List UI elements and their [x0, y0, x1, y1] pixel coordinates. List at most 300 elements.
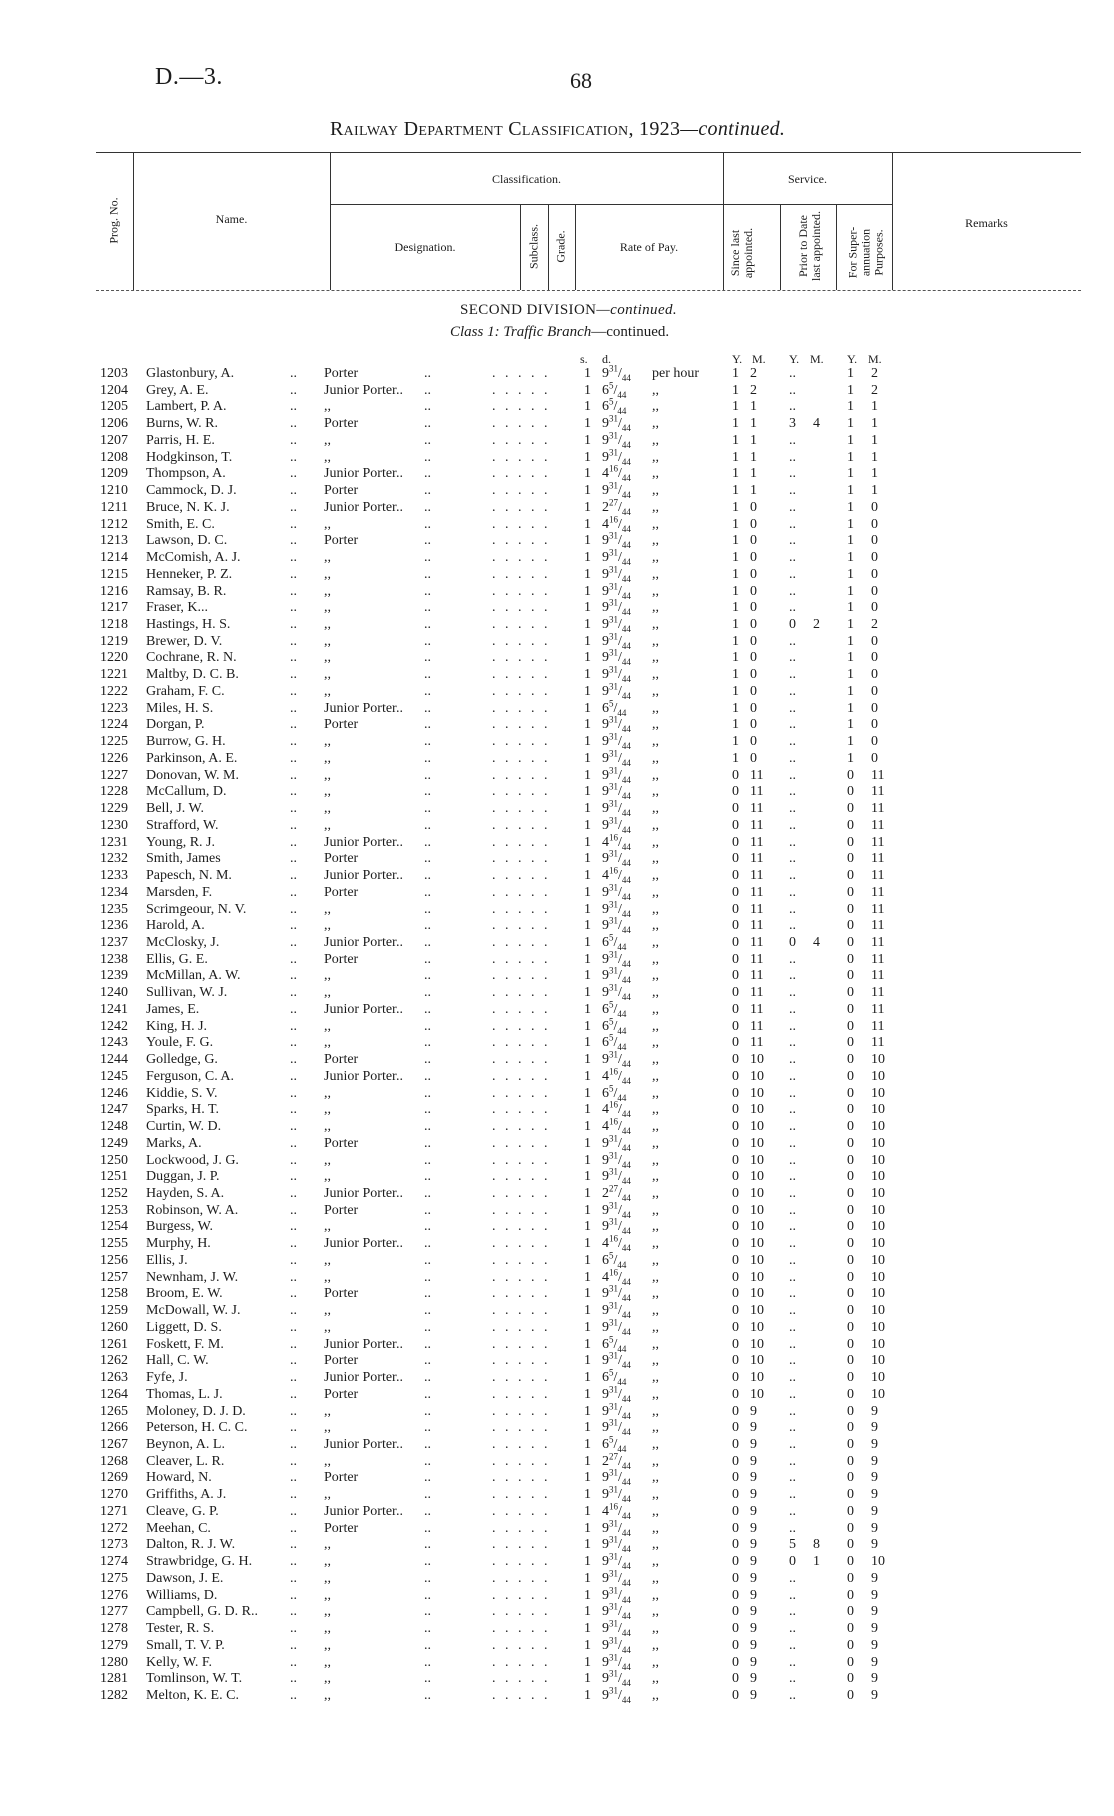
leader-dots: . . . . . [492, 683, 551, 699]
super-months: 9 [871, 1420, 878, 1436]
leader-dots: . . . . . [492, 1671, 551, 1687]
pay-unit: ,, [652, 1570, 659, 1586]
leader-dots: . . . . . [492, 1319, 551, 1335]
pay-unit: ,, [652, 1386, 659, 1402]
prog-number: 1243 [100, 1035, 128, 1051]
since-months: 9 [750, 1604, 757, 1620]
leader-dots: .. [424, 633, 431, 649]
employee-name: Murphy, H. [146, 1236, 211, 1252]
leader-dots: .. [424, 1470, 431, 1486]
pay-pence: $9^{31}/_{44}$ [602, 1668, 631, 1689]
pay-unit: ,, [652, 1403, 659, 1419]
leader-dots: .. [424, 1587, 431, 1603]
since-years: 0 [732, 1587, 739, 1603]
pay-pence: $9^{31}/_{44}$ [602, 1618, 631, 1638]
since-years: 0 [732, 1503, 739, 1519]
employee-name: Smith, James [146, 851, 221, 867]
pay-pence: $6^5/_{44}$ [602, 396, 627, 417]
leader-dots: . . . . . [492, 1286, 551, 1302]
prior-years: .. [789, 1487, 796, 1503]
pay-shillings: 1 [584, 1319, 591, 1335]
prog-number: 1206 [100, 416, 128, 432]
employee-name: Strafford, W. [146, 817, 219, 833]
since-months: 0 [750, 683, 757, 699]
employee-name: McClosky, J. [146, 934, 220, 950]
super-months: 0 [871, 583, 878, 599]
super-months: 0 [871, 516, 878, 532]
super-years: 0 [847, 1353, 854, 1369]
super-months: 9 [871, 1403, 878, 1419]
table-row [0, 1233, 1114, 1253]
designation: Junior Porter.. [324, 934, 403, 950]
super-years: 0 [847, 918, 854, 934]
pay-unit: ,, [652, 1453, 659, 1469]
prog-number: 1249 [100, 1135, 128, 1151]
prog-number: 1226 [100, 750, 128, 766]
since-months: 10 [750, 1236, 764, 1252]
employee-name: Scrimgeour, N. V. [146, 901, 247, 917]
pay-shillings: 1 [584, 1068, 591, 1084]
super-years: 0 [847, 968, 854, 984]
super-months: 10 [871, 1286, 885, 1302]
since-months: 11 [750, 985, 764, 1001]
super-months: 0 [871, 734, 878, 750]
pay-pence: $9^{31}/_{44}$ [602, 1685, 631, 1705]
prior-years: .. [789, 1453, 796, 1469]
pay-unit: ,, [652, 566, 659, 582]
pay-shillings: 1 [584, 801, 591, 817]
pay-unit: ,, [652, 1236, 659, 1252]
pay-pence: $9^{31}/_{44}$ [602, 1551, 631, 1571]
pay-shillings: 1 [584, 717, 591, 733]
leader-dots: .. [290, 1269, 297, 1285]
table-row [0, 781, 1114, 802]
since-years: 0 [732, 1671, 739, 1687]
pay-unit: ,, [652, 1604, 659, 1620]
leader-dots: . . . . . [492, 466, 551, 482]
employee-name: Foskett, F. M. [146, 1336, 224, 1352]
since-years: 0 [732, 1386, 739, 1402]
leader-dots: .. [290, 1654, 297, 1670]
since-years: 0 [732, 1152, 739, 1168]
leader-dots: . . . . . [492, 566, 551, 582]
since-years: 0 [732, 1119, 739, 1135]
since-years: 0 [732, 1570, 739, 1586]
super-months: 2 [871, 617, 878, 633]
employee-name: Campbell, G. D. R.. [146, 1604, 258, 1620]
prior-years: .. [789, 1303, 796, 1319]
super-years: 0 [847, 1537, 854, 1553]
leader-dots: .. [290, 650, 297, 666]
pay-pence: $9^{31}/_{44}$ [602, 564, 631, 584]
pay-pence: $9^{31}/_{44}$ [602, 882, 631, 902]
leader-dots: .. [424, 399, 431, 415]
leader-dots: .. [424, 1185, 431, 1201]
pay-unit: ,, [652, 1185, 659, 1201]
leader-dots: . . . . . [492, 1587, 551, 1603]
super-years: 0 [847, 1303, 854, 1319]
pay-unit: ,, [652, 934, 659, 950]
table-row [0, 1300, 1114, 1320]
prog-number: 1268 [100, 1453, 128, 1469]
table-row [0, 915, 1114, 936]
leader-dots: .. [290, 1336, 297, 1352]
since-years: 0 [732, 1001, 739, 1017]
leader-dots: .. [290, 868, 297, 884]
since-months: 10 [750, 1152, 764, 1168]
since-months: 0 [750, 667, 757, 683]
employee-name: Ramsay, B. R. [146, 583, 227, 599]
leader-dots: .. [424, 600, 431, 616]
class-heading [450, 324, 669, 341]
table-row [0, 982, 1114, 1002]
since-years: 0 [732, 1219, 739, 1235]
leader-dots: .. [290, 617, 297, 633]
pay-unit: ,, [652, 1671, 659, 1687]
table-row [0, 1484, 1114, 1504]
prior-years: .. [789, 700, 796, 716]
leader-dots: . . . . . [492, 1252, 551, 1268]
pay-shillings: 1 [584, 1554, 591, 1570]
table-row [0, 748, 1114, 768]
since-months: 11 [750, 1035, 764, 1051]
pay-unit: ,, [652, 1554, 659, 1570]
pay-pence: $9^{31}/_{44}$ [602, 1317, 631, 1337]
leader-dots: .. [290, 1403, 297, 1419]
super-months: 9 [871, 1487, 878, 1503]
leader-dots: . . . . . [492, 1152, 551, 1168]
since-months: 10 [750, 1085, 764, 1101]
table-row [0, 1149, 1114, 1170]
since-months: 10 [750, 1353, 764, 1369]
super-months: 10 [871, 1554, 885, 1570]
leader-dots: . . . . . [492, 985, 551, 1001]
table-row [0, 1283, 1114, 1304]
leader-dots: .. [424, 784, 431, 800]
table-row [0, 882, 1114, 902]
leader-dots: .. [424, 667, 431, 683]
since-months: 0 [750, 583, 757, 599]
super-months: 10 [871, 1219, 885, 1235]
designation: ,, [324, 1453, 331, 1469]
pay-shillings: 1 [584, 432, 591, 448]
table-row [0, 1417, 1114, 1438]
leader-dots: .. [424, 1001, 431, 1017]
designation: Porter [324, 1135, 359, 1151]
designation-header: Designation. [394, 240, 456, 254]
pay-unit: ,, [652, 868, 659, 884]
pay-shillings: 1 [584, 734, 591, 750]
super-months: 11 [871, 834, 885, 850]
super-years: 0 [847, 1587, 854, 1603]
super-months: 1 [871, 483, 878, 499]
pay-pence: $9^{31}/_{44}$ [602, 647, 631, 668]
super-years: 0 [847, 1001, 854, 1017]
pay-pence: $9^{31}/_{44}$ [602, 1049, 631, 1069]
designation: ,, [324, 1554, 331, 1570]
super-years: 1 [847, 366, 854, 381]
pay-unit: ,, [652, 700, 659, 716]
division-name: SECOND DIVISION [460, 302, 597, 318]
prog-number: 1280 [100, 1654, 128, 1670]
prog-number: 1219 [100, 633, 128, 649]
leader-dots: . . . . . [492, 868, 551, 884]
leader-dots: .. [290, 583, 297, 599]
leader-dots: .. [290, 884, 297, 900]
pay-shillings: 1 [584, 1236, 591, 1252]
super-months: 10 [871, 1252, 885, 1268]
pay-unit: ,, [652, 801, 659, 817]
leader-dots: .. [424, 1503, 431, 1519]
prior-years: .. [789, 1386, 796, 1402]
employee-name: Thompson, A. [146, 466, 226, 482]
leader-dots: .. [424, 382, 431, 398]
pay-pence: $4^{16}/_{44}$ [602, 1233, 631, 1253]
leader-dots: . . . . . [492, 851, 551, 867]
since-years: 1 [732, 667, 739, 683]
table-row [0, 1451, 1114, 1471]
table-row [0, 1317, 1114, 1337]
table-row [0, 1635, 1114, 1655]
super-months: 11 [871, 767, 885, 783]
leader-dots: .. [290, 1370, 297, 1386]
pay-shillings: 1 [584, 1085, 591, 1101]
leader-dots: .. [424, 1068, 431, 1084]
since-years: 0 [732, 1052, 739, 1068]
pay-shillings: 1 [584, 667, 591, 683]
leader-dots: .. [424, 617, 431, 633]
table-row [0, 363, 1114, 383]
employee-name: Beynon, A. L. [146, 1437, 225, 1452]
super-months: 10 [871, 1236, 885, 1252]
pay-unit: ,, [652, 633, 659, 649]
table-row [0, 999, 1114, 1019]
table-row [0, 1333, 1114, 1354]
since-months: 1 [750, 466, 757, 482]
since-years: 0 [732, 1319, 739, 1335]
leader-dots: .. [290, 801, 297, 817]
leader-dots: . . . . . [492, 550, 551, 566]
prog-number: 1255 [100, 1236, 128, 1252]
prog-number: 1220 [100, 650, 128, 666]
super-years: 0 [847, 1386, 854, 1402]
prior-years: .. [789, 1169, 796, 1185]
prior-years: .. [789, 499, 796, 515]
prog-number: 1218 [100, 617, 128, 633]
leader-dots: .. [424, 416, 431, 432]
leader-dots: . . . . . [492, 1654, 551, 1670]
super-months: 11 [871, 851, 885, 867]
designation: ,, [324, 918, 331, 934]
pay-unit: ,, [652, 1654, 659, 1670]
since-months: 0 [750, 633, 757, 649]
leader-dots: . . . . . [492, 617, 551, 633]
pay-shillings: 1 [584, 1303, 591, 1319]
leader-dots: . . . . . [492, 416, 551, 432]
table-row [0, 1434, 1114, 1454]
super-years: 1 [847, 734, 854, 750]
leader-dots: .. [290, 1319, 297, 1335]
super-years: 0 [847, 1202, 854, 1218]
prog-number: 1214 [100, 550, 128, 566]
designation: ,, [324, 767, 331, 783]
prior-years: .. [789, 1654, 796, 1670]
since-years: 0 [732, 1688, 739, 1704]
leader-dots: .. [424, 1286, 431, 1302]
pay-shillings: 1 [584, 382, 591, 398]
since-months: 9 [750, 1587, 757, 1603]
super-months: 11 [871, 868, 885, 884]
prog-number: 1228 [100, 784, 128, 800]
since-years: 1 [732, 683, 739, 699]
prior-years: 5 [789, 1537, 796, 1553]
pay-shillings: 1 [584, 851, 591, 867]
prog-number: 1222 [100, 683, 128, 699]
super-years: 0 [847, 1403, 854, 1419]
leader-dots: .. [424, 1085, 431, 1101]
leader-dots: .. [424, 1570, 431, 1586]
designation: ,, [324, 985, 331, 1001]
pay-pence: $9^{31}/_{44}$ [602, 1584, 631, 1605]
pay-shillings: 1 [584, 834, 591, 850]
prog-number: 1248 [100, 1119, 128, 1135]
prior-years: .. [789, 1319, 796, 1335]
leader-dots: .. [290, 366, 297, 381]
designation: ,, [324, 901, 331, 917]
leader-dots: . . . . . [492, 784, 551, 800]
prior-years: .. [789, 1085, 796, 1101]
super-years: 0 [847, 1169, 854, 1185]
since-years: 0 [732, 767, 739, 783]
super-months: 11 [871, 951, 885, 967]
pay-shillings: 1 [584, 951, 591, 967]
employee-name: Newnham, J. W. [146, 1269, 239, 1285]
title-continued: —continued. [680, 118, 786, 140]
leader-dots: . . . . . [492, 1018, 551, 1034]
prior-years: .. [789, 1202, 796, 1218]
super-years: 1 [847, 516, 854, 532]
pay-unit: ,, [652, 382, 659, 398]
prior-years: .. [789, 851, 796, 867]
table-row [0, 530, 1114, 551]
since-years: 0 [732, 1621, 739, 1637]
super-months: 0 [871, 633, 878, 649]
table-row [0, 865, 1114, 885]
leader-dots: .. [290, 1236, 297, 1252]
since-years: 0 [732, 934, 739, 950]
employee-name: Parkinson, A. E. [146, 750, 238, 766]
prior-years: .. [789, 767, 796, 783]
pay-unit: ,, [652, 750, 659, 766]
since-years: 1 [732, 734, 739, 750]
super-months: 9 [871, 1688, 878, 1704]
prior-years: .. [789, 483, 796, 499]
remarks-header: Remarks [965, 216, 1008, 230]
leader-dots: . . . . . [492, 633, 551, 649]
prog-number: 1209 [100, 466, 128, 482]
since-months: 0 [750, 700, 757, 716]
leader-dots: .. [290, 1152, 297, 1168]
super-years-subhead: Y. [847, 352, 858, 366]
super-years: 0 [847, 1420, 854, 1436]
pay-unit: ,, [652, 583, 659, 599]
prior-years: .. [789, 1621, 796, 1637]
designation: ,, [324, 650, 331, 666]
leader-dots: .. [290, 734, 297, 750]
prior-years: .. [789, 884, 796, 900]
designation: Junior Porter.. [324, 834, 403, 850]
super-years: 1 [847, 600, 854, 616]
prior-years: .. [789, 1587, 796, 1603]
pay-pence: $4^{16}/_{44}$ [602, 1116, 631, 1136]
prior-years: .. [789, 1353, 796, 1369]
leader-dots: . . . . . [492, 533, 551, 549]
table-row [0, 463, 1114, 484]
employee-name: Kiddie, S. V. [146, 1085, 218, 1101]
pence-subhead: d. [602, 352, 611, 366]
employee-name: Ellis, J. [146, 1252, 188, 1268]
pay-unit: ,, [652, 1035, 659, 1051]
table-row [0, 965, 1114, 986]
leader-dots: .. [290, 449, 297, 465]
pay-shillings: 1 [584, 1052, 591, 1068]
prior-years: .. [789, 784, 796, 800]
leader-dots: .. [290, 1437, 297, 1452]
prior-years: .. [789, 817, 796, 833]
super-years: 0 [847, 1068, 854, 1084]
since-months: 11 [750, 934, 764, 950]
employee-name: Lambert, P. A. [146, 399, 227, 415]
pay-shillings: 1 [584, 884, 591, 900]
prior-years: .. [789, 1018, 796, 1034]
since-months: 9 [750, 1537, 757, 1553]
table-row [0, 1166, 1114, 1187]
super-years: 0 [847, 1269, 854, 1285]
super-years: 0 [847, 1286, 854, 1302]
since-years: 0 [732, 1286, 739, 1302]
since-years: 0 [732, 1437, 739, 1452]
pay-pence: $6^5/_{44}$ [602, 1250, 627, 1270]
leader-dots: .. [424, 868, 431, 884]
pay-shillings: 1 [584, 1252, 591, 1268]
pay-unit: ,, [652, 1370, 659, 1386]
prior-years: .. [789, 1185, 796, 1201]
pay-pence: $9^{31}/_{44}$ [602, 681, 631, 701]
employee-name: Sparks, H. T. [146, 1102, 219, 1118]
pay-shillings: 1 [584, 1185, 591, 1201]
since-years: 1 [732, 499, 739, 515]
super-months: 10 [871, 1052, 885, 1068]
super-years: 1 [847, 382, 854, 398]
super-months: 9 [871, 1470, 878, 1486]
pay-shillings: 1 [584, 1286, 591, 1302]
since-months: 0 [750, 734, 757, 750]
super-months: 0 [871, 750, 878, 766]
since-years: 0 [732, 985, 739, 1001]
leader-dots: .. [424, 717, 431, 733]
employee-name: Dawson, J. E. [146, 1570, 224, 1586]
employee-name: Small, T. V. P. [146, 1637, 225, 1653]
pay-unit: ,, [652, 884, 659, 900]
leader-dots: .. [424, 901, 431, 917]
pay-unit: ,, [652, 817, 659, 833]
since-years: 0 [732, 1269, 739, 1285]
designation: Porter [324, 851, 359, 867]
leader-dots: . . . . . [492, 1470, 551, 1486]
leader-dots: . . . . . [492, 1520, 551, 1536]
leader-dots: . . . . . [492, 750, 551, 766]
prog-number: 1244 [100, 1052, 128, 1068]
